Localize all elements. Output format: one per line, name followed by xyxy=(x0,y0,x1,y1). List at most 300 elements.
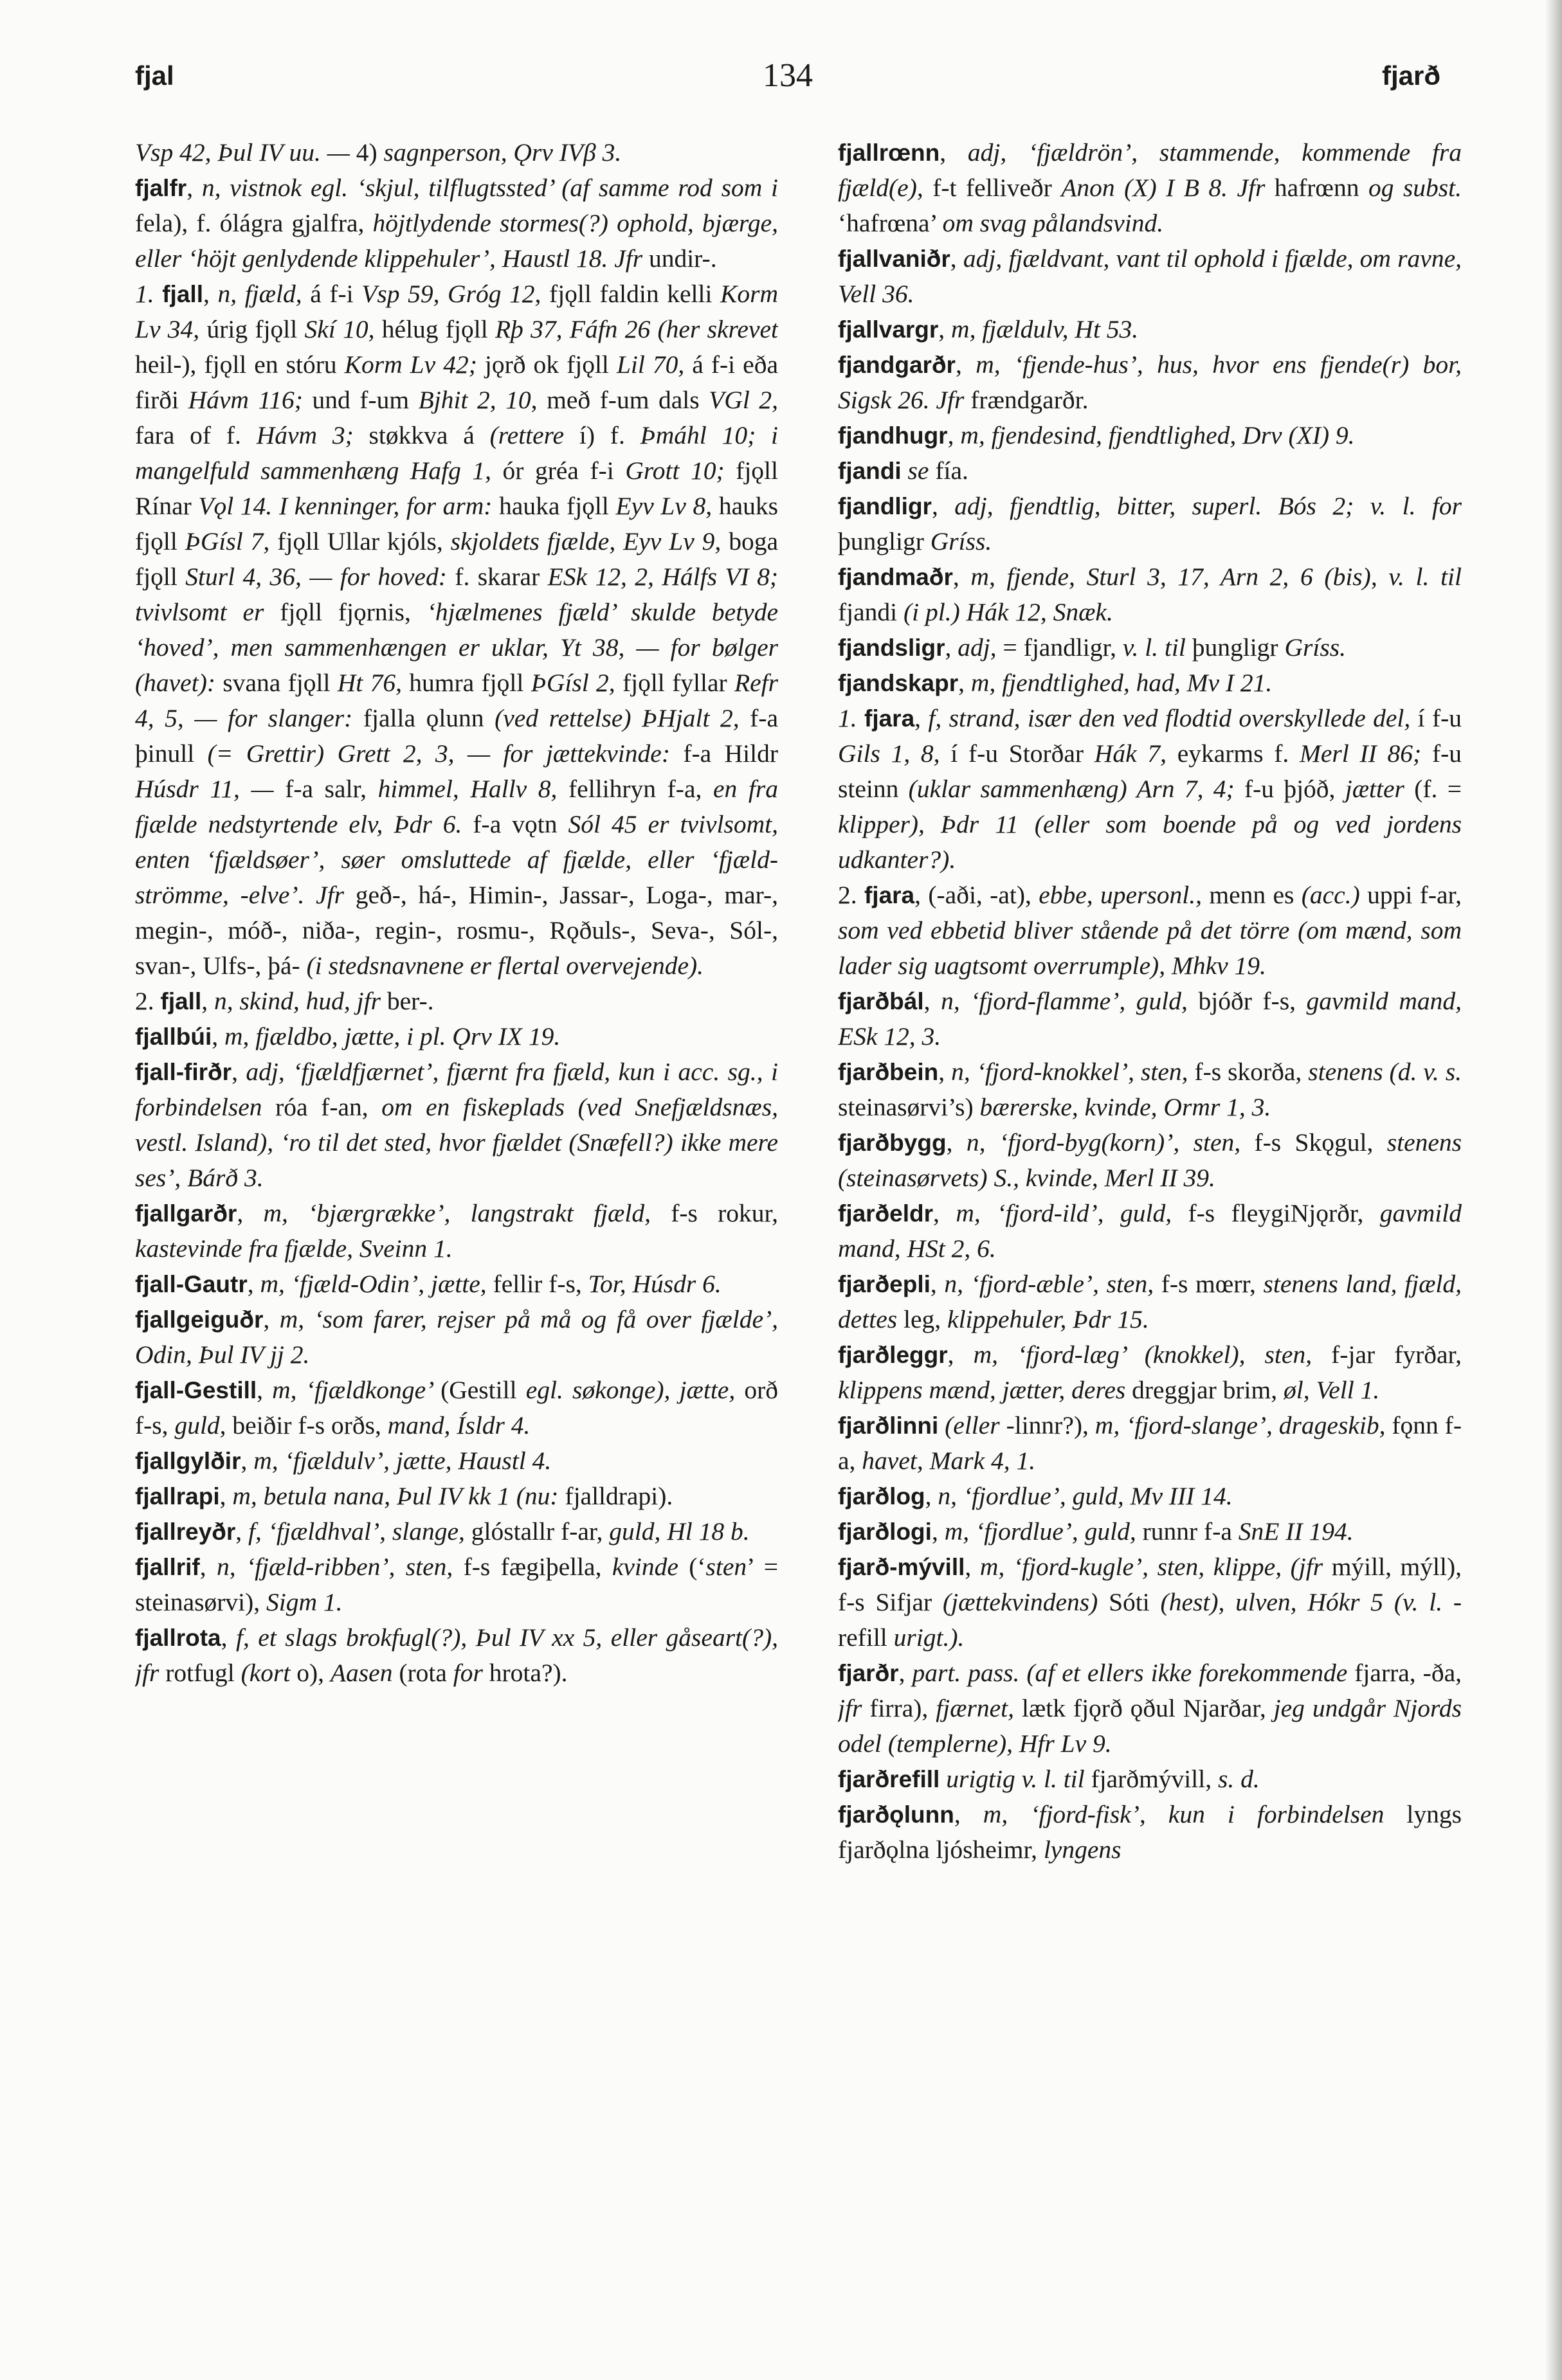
dictionary-entry xyxy=(838,665,1462,701)
dictionary-entry xyxy=(838,878,1462,984)
entry-text: bærerske, kvinde, Ormr 1, 3. xyxy=(979,1093,1271,1121)
entry-text: og subst. xyxy=(1368,174,1462,202)
entry-text: jfr xyxy=(838,1694,870,1722)
entry-text: n, vistnok egl. ‘skjul, tilflugtssted’ (af samme rod som i xyxy=(201,174,778,202)
dictionary-entry xyxy=(838,489,1462,559)
entry-text: stenens land, fjæld, dettes xyxy=(838,1270,1462,1333)
entry-headword: fjarðǫlunn xyxy=(838,1801,954,1828)
entry-text: mýill, mýll), f-s Sifjar xyxy=(838,1553,1462,1616)
entry-text: Gríss. xyxy=(1284,633,1346,662)
entry-text: , xyxy=(947,421,961,449)
entry-text: glóstallr f-ar, xyxy=(471,1517,610,1546)
entry-headword: fjarðbál xyxy=(838,988,924,1014)
entry-text: adj, fjældvant, vant til ophold i fjælde, om ravne, Vell 36. xyxy=(838,244,1462,308)
entry-text: hafrœnn xyxy=(1274,174,1368,202)
entry-text: hélug fjǫll xyxy=(381,315,495,343)
entry-text: , xyxy=(930,1270,945,1298)
page-number: 134 xyxy=(763,57,813,94)
entry-text: Tor, Húsdr 6. xyxy=(588,1270,722,1298)
dictionary-entry xyxy=(135,170,778,276)
entry-text: m, ‘fjord-læg’ (knokkel), sten, xyxy=(973,1340,1332,1369)
entry-text: f-s rokur, xyxy=(671,1199,778,1227)
entry-text: dreggjar brim, xyxy=(1132,1376,1284,1404)
entry-text: f-a salr, xyxy=(285,775,378,803)
entry-text: egl. søkonge), jætte, xyxy=(525,1376,745,1404)
entry-headword: fjarðrefill xyxy=(838,1766,940,1792)
entry-text: n, skind, hud, jfr xyxy=(214,987,387,1015)
entry-text: 1. xyxy=(838,704,864,732)
entry-text: humra fjǫll xyxy=(409,669,531,697)
dictionary-entry xyxy=(135,1443,778,1479)
entry-text: Aasen xyxy=(330,1659,399,1687)
entry-text: f-s fægiþella, xyxy=(463,1553,612,1581)
entry-text: eykarms f. xyxy=(1177,739,1300,768)
entry-headword: fjallvargr xyxy=(838,316,939,343)
entry-headword: fjarðbygg xyxy=(838,1130,947,1156)
entry-text: , xyxy=(938,1058,952,1086)
entry-text: hrota?). xyxy=(489,1659,568,1687)
entry-text: klippens mænd, jætter, deres xyxy=(838,1376,1132,1404)
entry-text: kvinde xyxy=(612,1553,689,1581)
entry-text: Vsp 42, Þul IV uu. — xyxy=(135,138,356,167)
entry-text: f-a þinull xyxy=(135,704,778,768)
entry-headword: fjarðeldr xyxy=(838,1200,934,1227)
entry-text: á f-i eða firði xyxy=(135,350,778,414)
entry-text: 1. xyxy=(135,280,163,308)
header-right-guide-word: fjarð xyxy=(1381,60,1440,91)
entry-text: Sóti xyxy=(1109,1588,1161,1616)
entry-headword: fjandmaðr xyxy=(838,564,953,590)
dictionary-entry xyxy=(838,984,1462,1054)
entry-text: fía. xyxy=(935,456,968,485)
entry-text: f-s skorða, xyxy=(1194,1058,1309,1086)
entry-text: , xyxy=(933,1199,956,1227)
entry-text: Þmáhl 10; i mangelfuld sammenhæng Hafg 1, xyxy=(135,421,778,485)
entry-text: fjalla ǫlunn xyxy=(363,704,495,732)
entry-text: n, ‘fjord-knokkel’, sten, xyxy=(951,1058,1195,1086)
entry-headword: fjarð-mývill xyxy=(838,1554,965,1580)
entry-headword: fjall-Gestill xyxy=(135,1377,257,1403)
entry-text: , xyxy=(940,138,968,167)
entry-text: , xyxy=(950,244,963,273)
entry-text: , xyxy=(221,1623,236,1652)
dictionary-entry xyxy=(838,1762,1462,1797)
entry-headword: fjall xyxy=(160,988,202,1014)
entry-text: fellir f-s, xyxy=(493,1270,588,1298)
entry-headword: fjall xyxy=(162,281,203,307)
entry-text: m, ‘fjende-hus’, hus, hvor ens fjende(r) bor, Sigsk 26. Jfr xyxy=(838,350,1462,414)
entry-text xyxy=(938,1411,945,1439)
entry-text: (rota xyxy=(399,1659,453,1687)
entry-text: , xyxy=(257,1376,273,1404)
entry-text: höjtlydende stormes(?) ophold, bjærge, eller ‘höjt genlydende klippehuler’, Haustl 18. Jfr xyxy=(135,209,778,273)
entry-text: heil-), fjǫll en stóru xyxy=(135,350,345,379)
entry-text: Ht 76, xyxy=(337,669,410,697)
entry-headword: fjandi xyxy=(838,458,902,484)
dictionary-entry xyxy=(838,1267,1462,1337)
entry-headword: fjallvaniðr xyxy=(838,246,950,272)
dictionary-entry xyxy=(135,276,778,984)
dictionary-entry xyxy=(135,135,778,170)
entry-text: n, ‘fjordlue’, guld, Mv III 14. xyxy=(938,1482,1233,1510)
entry-text: f, ‘fjældhval’, slange, xyxy=(248,1517,471,1546)
entry-text: ór gréa f-i xyxy=(502,456,626,485)
entry-text: jætter xyxy=(1345,775,1415,803)
entry-text: undir-. xyxy=(648,244,717,273)
entry-text: Húsdr 11, — xyxy=(135,775,286,803)
entry-text: ebbe, upersonl., xyxy=(1039,881,1210,909)
entry-text: Lil 70, xyxy=(616,350,693,379)
entry-text: (i pl.) Hák 12, Snæk. xyxy=(904,598,1113,626)
entry-text: , xyxy=(199,1553,217,1581)
entry-text: leg, xyxy=(904,1305,948,1333)
entry-text: f-a vǫtn xyxy=(473,810,568,838)
dictionary-entry xyxy=(135,1267,778,1302)
dictionary-entry xyxy=(838,630,1462,665)
entry-text: 2. xyxy=(135,987,161,1015)
entry-text: Sól 45 er tvivlsomt, enten ‘fjældsøer’, søer omsluttede af fjælde, eller ‘fjæld-strömme, -elve’. Jfr xyxy=(135,810,778,909)
entry-text: f-jar fyrðar, xyxy=(1331,1340,1462,1369)
entry-headword: fjarðepli xyxy=(838,1271,931,1297)
entry-text: adj, xyxy=(958,633,1003,662)
entry-headword: fjallrota xyxy=(135,1625,221,1651)
dictionary-entry xyxy=(838,1408,1462,1479)
entry-text: f-s mœrr, xyxy=(1161,1270,1264,1298)
entry-text: ’ = steinasørvi), xyxy=(135,1553,778,1616)
entry-text: (rettere xyxy=(489,421,579,449)
left-column xyxy=(135,135,778,2334)
dictionary-entry xyxy=(838,1125,1462,1196)
entry-text: m, fjendtlighed, had, Mv I 21. xyxy=(970,669,1273,697)
entry-text: , xyxy=(931,492,955,520)
entry-text: fjærnet, xyxy=(936,1694,1022,1722)
entry-headword: fjall-firðr xyxy=(135,1059,232,1085)
entry-text: Gríss. xyxy=(930,527,992,555)
entry-text: fjǫll fjǫrnis, xyxy=(280,598,427,626)
dictionary-entry xyxy=(838,1514,1462,1549)
dictionary-entry xyxy=(838,1337,1462,1408)
entry-text: Merl II 86; xyxy=(1300,739,1432,768)
entry-text: (‘ xyxy=(689,1553,706,1581)
entry-text: o), xyxy=(296,1659,331,1687)
entry-text: part. pass. (af et ellers ikke forekommende xyxy=(912,1659,1355,1687)
entry-text xyxy=(902,456,908,485)
dictionary-entry xyxy=(838,1196,1462,1267)
entry-text: urigtig v. l. til xyxy=(946,1765,1091,1793)
entry-text: skjoldets fjælde, Eyv Lv 9, xyxy=(450,527,729,555)
entry-text: -refill xyxy=(838,1588,1462,1652)
entry-text: f-a Hildr xyxy=(683,739,778,768)
dictionary-entry xyxy=(135,1054,778,1196)
entry-text: , xyxy=(931,1517,945,1546)
entry-text: (uklar sammenhæng) Arn 7, 4; xyxy=(908,775,1244,803)
entry-text: , xyxy=(952,563,971,591)
entry-text: (hest), ulven, Hókr 5 (v. l. xyxy=(1160,1588,1453,1616)
entry-text: f. skarar xyxy=(455,563,548,591)
entry-text: adj, fjendtlig, bitter, superl. Bós 2; v. l. for xyxy=(954,492,1462,520)
entry-headword: fjalfr xyxy=(135,175,187,201)
entry-text: m, betula nana, Þul IV kk 1 (nu: xyxy=(232,1482,565,1510)
entry-text: , xyxy=(945,633,958,662)
dictionary-entry xyxy=(135,1373,778,1443)
entry-text: v. l. til xyxy=(1122,633,1192,662)
entry-text: Refr 4, 5, — for slanger: xyxy=(135,669,778,732)
dictionary-entry xyxy=(838,1797,1462,1868)
entry-text: jeg undgår Njords odel (templerne), Hfr Lv 9. xyxy=(838,1694,1462,1758)
entry-text: Grott 10; xyxy=(625,456,736,485)
entry-text: for xyxy=(453,1659,489,1687)
entry-headword: fjallrœnn xyxy=(838,140,940,166)
entry-text: -linnr?), xyxy=(1006,1411,1095,1439)
entry-headword: fjallbúi xyxy=(135,1023,212,1050)
entry-headword: fjandhugr xyxy=(838,422,948,449)
entry-text: geð-, há-, Himin-, Jassar-, Loga-, mar-, megin-, móð-, niða-, regin-, rosmu-, Rǫðuls-, Seva-, Sól-, svan-, Ulfs-, þá- xyxy=(135,881,778,980)
entry-text: øl, Vell 1. xyxy=(1283,1376,1380,1404)
entry-headword: fjarðbein xyxy=(838,1059,939,1085)
entry-text: sten xyxy=(705,1553,747,1581)
entry-text: , xyxy=(947,1340,974,1369)
entry-text: , xyxy=(958,669,971,697)
entry-text: fjǫll Rínar xyxy=(135,456,778,520)
entry-headword: fjarðlinni xyxy=(838,1412,939,1439)
entry-text: , xyxy=(247,1270,260,1298)
entry-text: m, fjældbo, jætte, i pl. Ǫrv IX 19. xyxy=(224,1022,561,1050)
entry-text: steinasørvi’s) xyxy=(838,1093,980,1121)
entry-text: , xyxy=(898,1659,913,1687)
entry-text: svana fjǫll xyxy=(222,669,338,697)
entry-headword: fjandgarðr xyxy=(838,352,956,378)
entry-text: n, fjæld, xyxy=(217,280,311,308)
entry-text: fela), f. ólágra gjalfra, xyxy=(135,209,373,237)
entry-text: fjǫll fyllar xyxy=(622,669,734,697)
entry-text: runnr f-a xyxy=(1142,1517,1239,1546)
entry-text: jǫrð ok fjǫll xyxy=(484,350,617,379)
entry-text: , xyxy=(923,987,941,1015)
entry-text: , xyxy=(237,1199,264,1227)
entry-text: , xyxy=(203,280,218,308)
entry-text: 4) xyxy=(356,138,384,167)
entry-text: f-s fleygiNjǫrðr, xyxy=(1188,1199,1380,1227)
dictionary-entry xyxy=(838,701,1462,878)
entry-text: m, ‘fjord-slange’, drageskib, xyxy=(1094,1411,1392,1439)
entry-text: , xyxy=(946,1128,967,1157)
entry-text: m, ‘fjord-kugle’, sten, klippe, (jfr xyxy=(979,1553,1332,1581)
entry-text: ‘hjælmenes fjæld’ skulde betyde ‘hoved’, men sammenhængen er uklar, Yt 38, — for bølger (havet): xyxy=(135,598,778,697)
entry-headword: fjallreyðr xyxy=(135,1519,236,1545)
page-header xyxy=(135,57,1440,102)
entry-headword: fjandskapr xyxy=(838,670,959,696)
dictionary-entry xyxy=(135,1620,778,1691)
entry-text: guld, xyxy=(174,1411,233,1439)
entry-text: (acc.) xyxy=(1301,881,1368,909)
entry-text: f-u steinn xyxy=(838,739,1462,803)
entry-text: stenens (d. v. s. xyxy=(1308,1058,1462,1086)
entry-text: 2. xyxy=(838,881,864,909)
entry-text: Vǫl 14. I kenninger, for arm: xyxy=(198,492,500,520)
dictionary-entry xyxy=(135,1549,778,1620)
entry-text: með f-um dals xyxy=(547,386,709,414)
entry-text: Gils 1, 8, xyxy=(838,739,951,768)
entry-text: , xyxy=(235,1517,249,1546)
entry-text: hauka fjǫll xyxy=(499,492,616,520)
entry-text: firra), xyxy=(869,1694,936,1722)
entry-headword: fjarðlogi xyxy=(838,1519,932,1545)
entry-text: , (-aði, -at), xyxy=(914,881,1039,909)
entry-text: Eyv Lv 8, xyxy=(615,492,719,520)
entry-text: beiðir f-s orðs, xyxy=(232,1411,388,1439)
entry-text: en fra fjælde nedstyrtende elv, Þdr 6. xyxy=(135,775,778,838)
entry-text: Vsp 59, Gróg 12, xyxy=(361,280,550,308)
entry-text: , xyxy=(212,1022,224,1050)
entry-text: m, ‘fjord-ild’, guld, xyxy=(956,1199,1188,1227)
entry-text: m, ‘fjældkonge’ xyxy=(272,1376,441,1404)
entry-text: m, fjendesind, fjendtlighed, Drv (XI) 9. xyxy=(960,421,1355,449)
dictionary-entry xyxy=(838,418,1462,453)
dictionary-entry xyxy=(838,347,1462,418)
entry-text: n, ‘fjord-flamme’, guld, xyxy=(941,987,1199,1015)
entry-text: í f-u xyxy=(1417,704,1462,732)
entry-text: Sigm 1. xyxy=(266,1588,343,1616)
entry-text: þungligr xyxy=(1192,633,1285,662)
entry-text: ‘hafrœna’ xyxy=(838,209,943,237)
entry-headword: fjandligr xyxy=(838,493,932,519)
entry-text: f-s Skǫgul, xyxy=(1254,1128,1387,1157)
dictionary-entry xyxy=(135,1479,778,1514)
entry-text: ÞGísl 7, xyxy=(185,527,278,555)
entry-text: m, ‘bjærgrække’, langstrakt fjæld, xyxy=(263,1199,671,1227)
entry-text: fellihryn f-a, xyxy=(568,775,713,803)
entry-text: sagnperson, Ǫrv IVβ 3. xyxy=(383,138,622,167)
entry-headword: fjarðr xyxy=(838,1660,899,1686)
entry-text: lætk fjǫrð ǫðul Njarðar, xyxy=(1021,1694,1274,1722)
dictionary-entry xyxy=(838,1549,1462,1655)
entry-text: klipper), Þdr 11 (eller som boende på og ved jordens udkanter?). xyxy=(838,810,1462,874)
entry-text: Sturl 4, 36, — for hoved: xyxy=(185,563,455,591)
entry-text: (ved rettelse) ÞHjalt 2, xyxy=(495,704,750,732)
entry-text: Anon (X) I B 8. Jfr xyxy=(1061,174,1275,202)
dictionary-entry xyxy=(135,1196,778,1267)
entry-headword: fjandsligr xyxy=(838,635,945,661)
entry-text: á f-i xyxy=(310,280,362,308)
entry-text: hauks fjǫll xyxy=(135,492,778,555)
entry-text: frændgarðr. xyxy=(970,386,1089,414)
entry-headword: fjarðlog xyxy=(838,1483,925,1510)
entry-text: , xyxy=(965,1553,980,1581)
entry-text: ÞGísl 2, xyxy=(531,669,622,697)
entry-text: stenens (steinasørvets) S., kvinde, Merl II 39. xyxy=(838,1128,1462,1192)
header-left-guide-word: fjal xyxy=(135,60,174,91)
entry-text: f, strand, især den ved flodtid overskyllede del, xyxy=(928,704,1418,732)
entry-text: , xyxy=(201,987,214,1015)
entry-headword: fjallgylðir xyxy=(135,1448,241,1474)
entry-text: boga fjǫll xyxy=(135,527,778,591)
entry-text: , xyxy=(954,1800,983,1828)
entry-text: se xyxy=(907,456,936,485)
entry-text: VGl 2, xyxy=(709,386,778,414)
entry-text: lyngens xyxy=(1043,1835,1122,1864)
entry-text: Korm Lv 42; xyxy=(344,350,485,379)
entry-text: klippehuler, Þdr 15. xyxy=(947,1305,1149,1333)
entry-text: adj, ‘fjældfjærnet’, fjærnt fra fjæld, kun i acc. sg., i forbindelsen xyxy=(135,1058,778,1121)
dictionary-entry xyxy=(838,1655,1462,1762)
entry-text: havet, Mark 4, 1. xyxy=(862,1447,1036,1475)
entry-text: himmel, Hallv 8, xyxy=(377,775,569,803)
entry-text: (f. = xyxy=(1414,775,1462,803)
entry-text: , xyxy=(938,315,952,343)
dictionary-entry xyxy=(838,1054,1462,1125)
dictionary-entry xyxy=(838,559,1462,630)
entry-text: , xyxy=(925,1482,938,1510)
entry-text: (jættekvindens) xyxy=(943,1588,1109,1616)
dictionary-entry xyxy=(135,1514,778,1549)
entry-text: Hák 7, xyxy=(1094,739,1177,768)
entry-text: m, ‘fjæld-Odin’, jætte, xyxy=(260,1270,493,1298)
dictionary-entry xyxy=(838,135,1462,241)
entry-text: kastevinde fra fjælde, Sveinn 1. xyxy=(135,1234,453,1263)
dictionary-entry xyxy=(135,984,778,1019)
entry-text: und f-um xyxy=(312,386,419,414)
entry-text: Skí 10, xyxy=(304,315,382,343)
entry-text: fjalldrapi). xyxy=(565,1482,673,1510)
entry-text: gavmild mand, HSt 2, 6. xyxy=(838,1199,1462,1263)
dictionary-entry xyxy=(838,453,1462,489)
entry-text: uppi f-ar, xyxy=(1367,881,1462,909)
entry-text: m, ‘som farer, rejser på må og få over fjælde’, Odin, Þul IV jj 2. xyxy=(135,1305,778,1369)
entry-text: , xyxy=(914,704,929,732)
entry-text: urigt.). xyxy=(893,1623,965,1652)
entry-text: f-u þjóð, xyxy=(1244,775,1345,803)
entry-text: m, fjældulv, Ht 53. xyxy=(951,315,1139,343)
entry-text: om en fiskeplads (ved Snefjældsnæs, vestl. Island), ‘ro til det sted, hvor fjældet (Snæfell?) ikke mere ses’, Bárð 3. xyxy=(135,1093,778,1192)
entry-text: om svag pålandsvind. xyxy=(942,209,1164,237)
entry-headword: fjallgeiguðr xyxy=(135,1306,264,1333)
entry-text: fjandi xyxy=(838,598,904,626)
entry-text: Rþ 37, Fáfn 26 (her skrevet xyxy=(495,315,778,343)
dictionary-entry xyxy=(838,1479,1462,1514)
entry-text: menn es xyxy=(1209,881,1302,909)
entry-text: fjarra, -ða, xyxy=(1354,1659,1462,1687)
entry-text: f-t felliveðr xyxy=(932,174,1062,202)
entry-text: fjǫll faldin kelli xyxy=(549,280,721,308)
entry-text: orð f-s, xyxy=(135,1376,778,1439)
entry-text: (= Grettir) Grett 2, 3, — for jættekvinde: xyxy=(207,739,684,768)
entry-text: s. d. xyxy=(1217,1765,1260,1793)
entry-text: í) f. xyxy=(579,421,640,449)
entry-text: (Gestill xyxy=(440,1376,526,1404)
entry-text: f, et slags brokfugl(?), Þul IV xx 5, eller gåseart(?), jfr xyxy=(135,1623,778,1687)
entry-text: , xyxy=(232,1058,246,1086)
entry-text: fara of f. xyxy=(135,421,257,449)
entry-text: , xyxy=(263,1305,280,1333)
entry-text: þungligr xyxy=(838,527,931,555)
entry-headword: fjall-Gautr xyxy=(135,1271,248,1297)
dictionary-entry xyxy=(838,312,1462,347)
right-column xyxy=(838,135,1462,2334)
entry-headword: fjallrapi xyxy=(135,1483,220,1510)
dictionary-entry xyxy=(135,1019,778,1054)
entry-text: ber-. xyxy=(386,987,434,1015)
entry-headword: fjara xyxy=(864,882,915,908)
entry-text: m, ‘fjordlue’, guld, xyxy=(944,1517,1143,1546)
entry-text: n, ‘fjæld-ribben’, sten, xyxy=(216,1553,464,1581)
entry-headword: fjallgarðr xyxy=(135,1200,237,1227)
entry-headword: fjara xyxy=(864,705,915,732)
entry-text: guld, Hl 18 b. xyxy=(609,1517,750,1546)
entry-text: m, ‘fjældulv’, jætte, Haustl 4. xyxy=(253,1447,552,1475)
entry-text: Korm Lv 34, xyxy=(135,280,778,343)
entry-text xyxy=(940,1765,946,1793)
entry-text: lyngs fjarðǫlna ljósheimr, xyxy=(838,1800,1462,1864)
